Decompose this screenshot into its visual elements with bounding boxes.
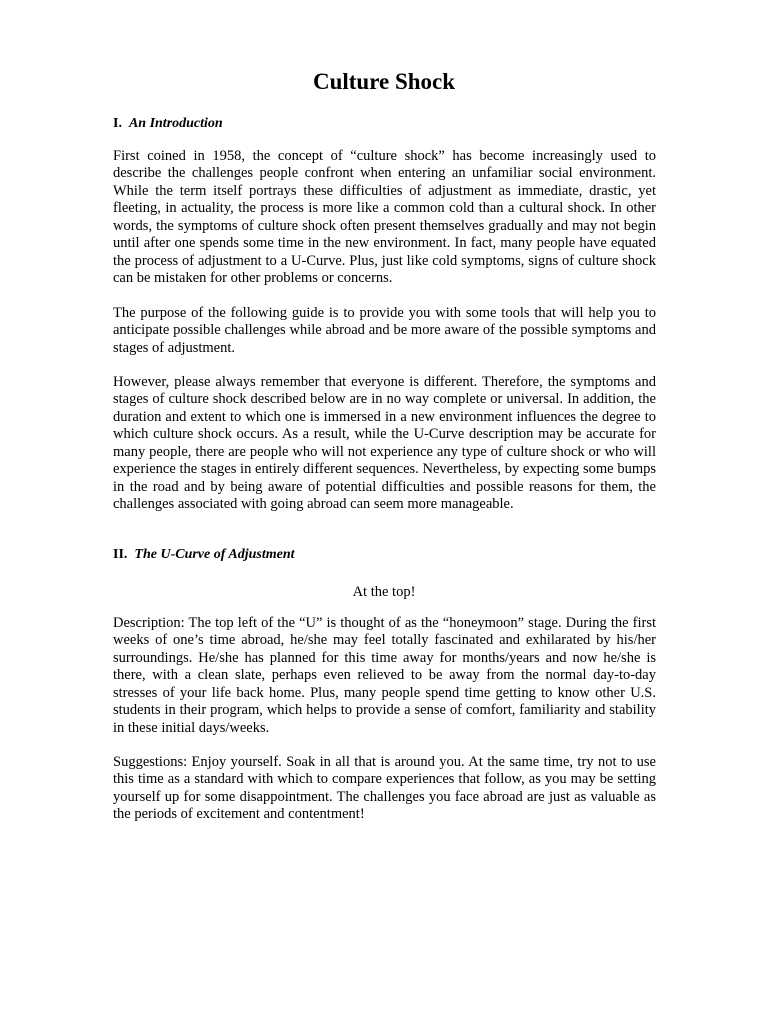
document-title: Culture Shock	[312, 69, 456, 94]
section-number: II.	[113, 547, 128, 562]
paragraph-intro-1: First coined in 1958, the concept of “culture shock” has become increasingly used to describe the challenges people confront when entering an unfamiliar social environment. While the term itself portrays these difficulties of adjustment as immediate, drastic, yet fleeting, in actuality, the process is more like a common cold than a cultural shock. In other words, the symptoms of culture shock often present themselves gradually and may not begin until after one spends some time in the new environment. In fact, many people have equated the process of adjustment to a U-Curve. Plus, just like cold symptoms, signs of culture shock can be mistaken for other problems or concerns.	[113, 148, 656, 287]
section-title: The U-Curve of Adjustment	[134, 547, 295, 562]
paragraph-suggestions: Suggestions: Enjoy yourself. Soak in all that is around you. At the same time, try not to use this time as a standard with which to compare experiences that follow, as you may be setting yourself up for some disappointment. The challenges you face abroad are just as valuable as the periods of excitement and contentment!	[113, 754, 656, 823]
subheading-at-the-top: At the top!	[352, 584, 416, 600]
section-heading-u-curve	[113, 546, 295, 564]
paragraph-intro-2: The purpose of the following guide is to provide you with some tools that will help you to anticipate possible challenges while abroad and be more aware of the possible symptoms and stages of adjustment.	[113, 305, 656, 356]
section-title: An Introduction	[128, 116, 223, 131]
paragraph-description: Description: The top left of the “U” is thought of as the “honeymoon” stage. During the first weeks of one’s time abroad, he/she may feel totally fascinated and exhilarated by his/her surroundings. He/she has planned for this time away for months/years and now he/she is there, with a clean slate, perhaps even relieved to be away from the normal day-to-day stresses of your life back home. Plus, many people spend time getting to know other U.S. students in their program, which helps to provide a sense of comfort, familiarity and stability in these initial days/weeks.	[113, 615, 656, 736]
section-number: I.	[113, 116, 122, 131]
section-heading-introduction	[113, 115, 223, 133]
paragraph-intro-3: However, please always remember that everyone is different. Therefore, the symptoms and stages of culture shock described below are in no way complete or universal. In addition, the duration and extent to which one is immersed in a new environment influences the degree to which culture shock occurs. As a result, while the U-Curve description may be accurate for many people, there are people who will not experience any type of culture shock or who will experience the stages in entirely different sequences. Nevertheless, by expecting some bumps in the road and by being aware of potential difficulties and possible reasons for them, the challenges associated with going abroad can seem more manageable.	[113, 374, 656, 513]
